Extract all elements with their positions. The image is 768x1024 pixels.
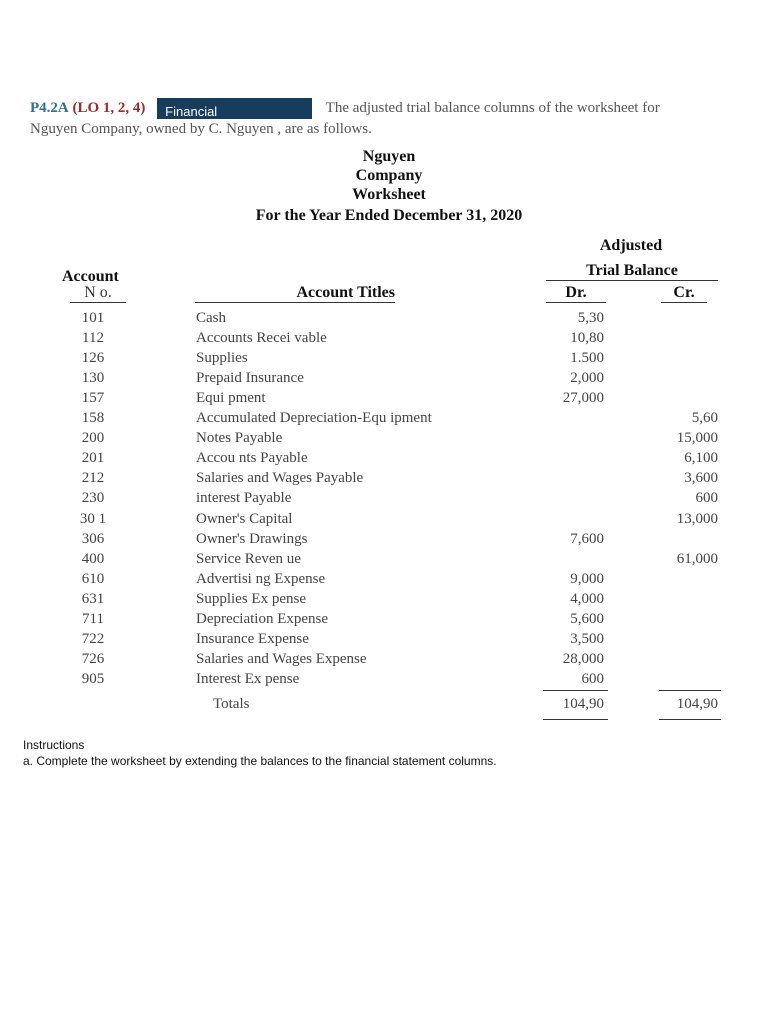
credit-amount: 13,000: [676, 511, 718, 527]
instructions-heading: Instructions: [23, 738, 85, 752]
problem-id: P4.2A: [30, 100, 69, 116]
credit-amount: 61,000: [676, 551, 718, 567]
account-number: 722: [81, 631, 105, 647]
account-title: Accou nts Payable: [196, 450, 308, 466]
account-no-header-line1: Account: [62, 268, 119, 285]
company-name-line2: Company: [355, 167, 423, 184]
account-title: Supplies: [196, 350, 248, 366]
totals-top-rule-cr: [659, 690, 721, 691]
account-title: Accumulated Depreciation-Equ ipment: [196, 410, 432, 426]
account-title: Depreciation Expense: [196, 611, 329, 627]
account-title: Insurance Expense: [196, 631, 309, 647]
total-credit: 104,90: [676, 696, 718, 712]
account-title: Notes Payable: [196, 430, 283, 446]
total-debit: 104,90: [562, 696, 604, 712]
totals-top-rule-dr: [543, 690, 608, 691]
account-title: Salaries and Wages Expense: [196, 651, 367, 667]
account-no-header-line2: N o.: [70, 284, 126, 303]
debit-amount: 600: [581, 671, 604, 687]
debit-amount: 28,000: [562, 651, 604, 667]
credit-amount: 5,60: [691, 410, 718, 426]
account-title: Advertisi ng Expense: [196, 571, 326, 587]
credit-header: Cr.: [661, 284, 707, 303]
totals-label: Totals: [213, 696, 250, 712]
credit-amount: 600: [695, 490, 718, 506]
account-title: Salaries and Wages Payable: [196, 470, 364, 486]
account-title: Owner's Drawings: [196, 531, 308, 547]
account-number: 610: [81, 571, 105, 587]
account-number: 711: [82, 611, 104, 627]
credit-amount: 6,100: [684, 450, 718, 466]
credit-amount: 15,000: [676, 430, 718, 446]
debit-amount: 7,600: [570, 531, 604, 547]
account-title: Interest Ex pense: [196, 671, 300, 687]
totals-bottom-rule-dr: [543, 719, 608, 720]
account-title: interest Payable: [196, 490, 292, 506]
debit-amount: 4,000: [570, 591, 604, 607]
document-title: Worksheet: [352, 186, 426, 203]
account-title: Equi pment: [196, 390, 266, 406]
debit-amount: 3,500: [570, 631, 604, 647]
debit-amount: 10,80: [570, 330, 604, 346]
account-number: 126: [81, 350, 105, 366]
account-number: 212: [81, 470, 105, 486]
account-title: Supplies Ex pense: [196, 591, 306, 607]
debit-header: Dr.: [546, 284, 606, 303]
account-number: 905: [81, 671, 105, 687]
debit-amount: 27,000: [562, 390, 604, 406]
account-title: Accounts Recei vable: [196, 330, 327, 346]
topic-badge: Financial: [157, 98, 312, 119]
account-titles-header: Account Titles: [195, 284, 395, 303]
period-title: For the Year Ended December 31, 2020: [255, 207, 523, 224]
account-number: 30 1: [79, 511, 107, 527]
learning-objectives: (LO 1, 2, 4): [72, 100, 146, 116]
group-header-adjusted: Adjusted: [599, 237, 663, 254]
account-title: Cash: [196, 310, 226, 326]
company-name-line1: Nguyen: [362, 148, 416, 165]
account-title: Owner's Capital: [196, 511, 293, 527]
problem-intro: [30, 98, 746, 140]
totals-bottom-rule-cr: [659, 719, 721, 720]
credit-amount: 3,600: [684, 470, 718, 486]
account-number: 230: [81, 490, 105, 506]
debit-amount: 9,000: [570, 571, 604, 587]
debit-amount: 2,000: [570, 370, 604, 386]
account-number: 158: [81, 410, 105, 426]
account-number: 306: [81, 531, 105, 547]
account-number: 101: [81, 310, 105, 326]
account-number: 201: [81, 450, 105, 466]
instruction-item-a: a. Complete the worksheet by extending the balances to the financial statement columns.: [23, 754, 497, 768]
debit-amount: 1.500: [570, 350, 604, 366]
account-number: 112: [82, 330, 104, 346]
account-number: 157: [81, 390, 105, 406]
account-number: 130: [81, 370, 105, 386]
debit-amount: 5,30: [577, 310, 604, 326]
intro-text-2: Nguyen Company, owned by C. Nguyen , are as follows.: [30, 121, 372, 137]
account-number: 726: [81, 651, 105, 667]
intro-line-1: [30, 98, 746, 119]
account-number: 400: [81, 551, 105, 567]
group-header-trial-balance: Trial Balance: [546, 262, 718, 281]
account-title: Service Reven ue: [196, 551, 301, 567]
intro-text-1: The adjusted trial balance columns of the worksheet for: [325, 100, 660, 116]
account-title: Prepaid Insurance: [196, 370, 304, 386]
debit-amount: 5,600: [570, 611, 604, 627]
account-number: 200: [81, 430, 105, 446]
account-number: 631: [81, 591, 105, 607]
